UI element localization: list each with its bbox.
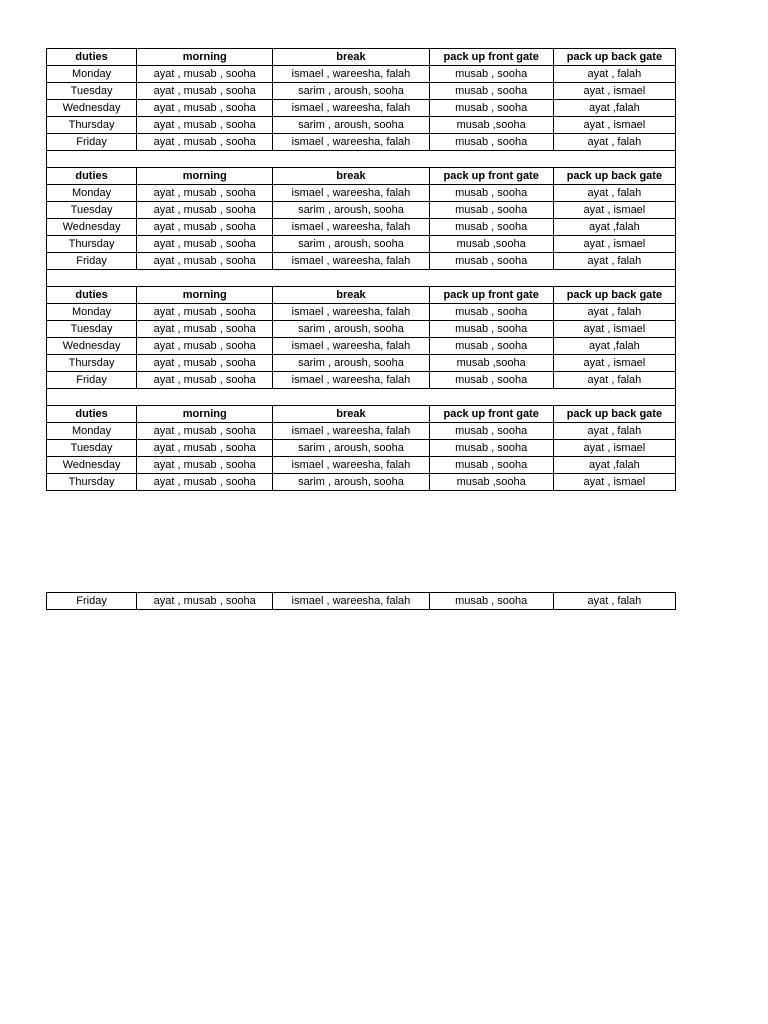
assignment-cell: ayat , musab , sooha xyxy=(137,593,273,610)
column-header: pack up front gate xyxy=(429,406,553,423)
column-header: duties xyxy=(47,168,137,185)
block-separator-row xyxy=(47,151,676,168)
assignment-cell: sarim , aroush, sooha xyxy=(273,321,429,338)
assignment-cell: musab , sooha xyxy=(429,100,553,117)
day-cell: Tuesday xyxy=(47,83,137,100)
table-row xyxy=(47,304,676,321)
assignment-cell: musab , sooha xyxy=(429,440,553,457)
assignment-cell: ayat , musab , sooha xyxy=(137,304,273,321)
assignment-cell: ayat , ismael xyxy=(553,321,675,338)
assignment-cell: ismael , wareesha, falah xyxy=(273,372,429,389)
column-header: break xyxy=(273,49,429,66)
empty-cell xyxy=(47,389,676,406)
table-row xyxy=(47,83,676,100)
assignment-cell: sarim , aroush, sooha xyxy=(273,474,429,491)
assignment-cell: ayat , musab , sooha xyxy=(137,100,273,117)
column-header: pack up back gate xyxy=(553,168,675,185)
assignment-cell: musab , sooha xyxy=(429,134,553,151)
table-row xyxy=(47,593,676,610)
table-row xyxy=(47,338,676,355)
assignment-cell: musab , sooha xyxy=(429,457,553,474)
assignment-cell: musab , sooha xyxy=(429,66,553,83)
day-cell: Thursday xyxy=(47,355,137,372)
duty-roster-overflow-table xyxy=(46,592,676,610)
assignment-cell: ayat , musab , sooha xyxy=(137,321,273,338)
assignment-cell: ayat ,falah xyxy=(553,219,675,236)
assignment-cell: ayat , musab , sooha xyxy=(137,185,273,202)
empty-cell xyxy=(47,270,676,287)
assignment-cell: ayat , musab , sooha xyxy=(137,372,273,389)
column-header: break xyxy=(273,406,429,423)
empty-cell xyxy=(47,151,676,168)
assignment-cell: ayat , musab , sooha xyxy=(137,338,273,355)
table-row xyxy=(47,66,676,83)
assignment-cell: musab , sooha xyxy=(429,202,553,219)
roster-body xyxy=(47,49,676,491)
day-cell: Wednesday xyxy=(47,338,137,355)
assignment-cell: sarim , aroush, sooha xyxy=(273,355,429,372)
assignment-cell: sarim , aroush, sooha xyxy=(273,83,429,100)
table-row xyxy=(47,117,676,134)
assignment-cell: musab ,sooha xyxy=(429,236,553,253)
column-header: pack up back gate xyxy=(553,49,675,66)
assignment-cell: musab , sooha xyxy=(429,423,553,440)
block-separator-row xyxy=(47,270,676,287)
day-cell: Tuesday xyxy=(47,321,137,338)
assignment-cell: ayat , musab , sooha xyxy=(137,440,273,457)
table-row xyxy=(47,185,676,202)
assignment-cell: musab , sooha xyxy=(429,304,553,321)
day-cell: Monday xyxy=(47,304,137,321)
day-cell: Wednesday xyxy=(47,219,137,236)
assignment-cell: ayat , ismael xyxy=(553,83,675,100)
assignment-cell: ayat , ismael xyxy=(553,355,675,372)
assignment-cell: ayat , falah xyxy=(553,423,675,440)
assignment-cell: ayat , musab , sooha xyxy=(137,202,273,219)
assignment-cell: ayat , musab , sooha xyxy=(137,219,273,236)
day-cell: Wednesday xyxy=(47,457,137,474)
assignment-cell: ayat , musab , sooha xyxy=(137,117,273,134)
assignment-cell: ismael , wareesha, falah xyxy=(273,185,429,202)
assignment-cell: musab ,sooha xyxy=(429,117,553,134)
column-header: morning xyxy=(137,168,273,185)
column-header: pack up front gate xyxy=(429,168,553,185)
assignment-cell: ismael , wareesha, falah xyxy=(273,66,429,83)
assignment-cell: ayat , falah xyxy=(553,66,675,83)
column-header: pack up back gate xyxy=(553,287,675,304)
assignment-cell: ayat ,falah xyxy=(553,457,675,474)
assignment-cell: musab , sooha xyxy=(429,185,553,202)
assignment-cell: ayat ,falah xyxy=(553,338,675,355)
assignment-cell: ayat , musab , sooha xyxy=(137,236,273,253)
table-row xyxy=(47,474,676,491)
table-row xyxy=(47,440,676,457)
assignment-cell: ayat , musab , sooha xyxy=(137,253,273,270)
day-cell: Wednesday xyxy=(47,100,137,117)
assignment-cell: ayat , musab , sooha xyxy=(137,66,273,83)
assignment-cell: ayat , ismael xyxy=(553,474,675,491)
day-cell: Friday xyxy=(47,134,137,151)
header-row xyxy=(47,168,676,185)
assignment-cell: sarim , aroush, sooha xyxy=(273,117,429,134)
assignment-cell: ismael , wareesha, falah xyxy=(273,304,429,321)
column-header: morning xyxy=(137,287,273,304)
assignment-cell: ayat , falah xyxy=(553,304,675,321)
day-cell: Friday xyxy=(47,253,137,270)
day-cell: Friday xyxy=(47,372,137,389)
table-row xyxy=(47,134,676,151)
assignment-cell: ismael , wareesha, falah xyxy=(273,338,429,355)
column-header: pack up back gate xyxy=(553,406,675,423)
block-separator-row xyxy=(47,389,676,406)
assignment-cell: ayat , falah xyxy=(553,185,675,202)
assignment-cell: musab , sooha xyxy=(429,321,553,338)
assignment-cell: sarim , aroush, sooha xyxy=(273,440,429,457)
day-cell: Monday xyxy=(47,185,137,202)
table-row xyxy=(47,100,676,117)
day-cell: Monday xyxy=(47,66,137,83)
assignment-cell: ismael , wareesha, falah xyxy=(273,593,429,610)
day-cell: Thursday xyxy=(47,236,137,253)
assignment-cell: ayat , musab , sooha xyxy=(137,355,273,372)
assignment-cell: ayat , ismael xyxy=(553,440,675,457)
assignment-cell: ismael , wareesha, falah xyxy=(273,423,429,440)
table-row xyxy=(47,219,676,236)
assignment-cell: musab , sooha xyxy=(429,253,553,270)
assignment-cell: musab ,sooha xyxy=(429,355,553,372)
assignment-cell: musab , sooha xyxy=(429,338,553,355)
assignment-cell: ismael , wareesha, falah xyxy=(273,134,429,151)
assignment-cell: ayat , musab , sooha xyxy=(137,474,273,491)
assignment-cell: ayat , ismael xyxy=(553,202,675,219)
column-header: morning xyxy=(137,49,273,66)
table-row xyxy=(47,355,676,372)
assignment-cell: ismael , wareesha, falah xyxy=(273,457,429,474)
assignment-cell: ayat , falah xyxy=(553,134,675,151)
assignment-cell: ayat , falah xyxy=(553,372,675,389)
day-cell: Friday xyxy=(47,593,137,610)
column-header: break xyxy=(273,168,429,185)
day-cell: Thursday xyxy=(47,117,137,134)
assignment-cell: ayat , musab , sooha xyxy=(137,134,273,151)
assignment-cell: musab , sooha xyxy=(429,219,553,236)
table-row xyxy=(47,236,676,253)
table-row xyxy=(47,253,676,270)
table-row xyxy=(47,202,676,219)
assignment-cell: ayat , ismael xyxy=(553,236,675,253)
column-header: duties xyxy=(47,287,137,304)
assignment-cell: ayat , falah xyxy=(553,253,675,270)
column-header: duties xyxy=(47,49,137,66)
table-row xyxy=(47,457,676,474)
assignment-cell: musab , sooha xyxy=(429,593,553,610)
column-header: pack up front gate xyxy=(429,49,553,66)
column-header: morning xyxy=(137,406,273,423)
assignment-cell: ayat , musab , sooha xyxy=(137,83,273,100)
assignment-cell: sarim , aroush, sooha xyxy=(273,202,429,219)
assignment-cell: ayat , musab , sooha xyxy=(137,423,273,440)
assignment-cell: ayat , ismael xyxy=(553,117,675,134)
day-cell: Monday xyxy=(47,423,137,440)
column-header: break xyxy=(273,287,429,304)
assignment-cell: musab , sooha xyxy=(429,372,553,389)
column-header: pack up front gate xyxy=(429,287,553,304)
table-row xyxy=(47,321,676,338)
duty-roster-table xyxy=(46,48,676,491)
assignment-cell: ayat , falah xyxy=(553,593,675,610)
assignment-cell: ayat , musab , sooha xyxy=(137,457,273,474)
assignment-cell: ayat ,falah xyxy=(553,100,675,117)
assignment-cell: musab ,sooha xyxy=(429,474,553,491)
day-cell: Tuesday xyxy=(47,202,137,219)
table-row xyxy=(47,423,676,440)
header-row xyxy=(47,406,676,423)
assignment-cell: musab , sooha xyxy=(429,83,553,100)
header-row xyxy=(47,49,676,66)
assignment-cell: ismael , wareesha, falah xyxy=(273,219,429,236)
assignment-cell: ismael , wareesha, falah xyxy=(273,100,429,117)
header-row xyxy=(47,287,676,304)
overflow-body xyxy=(47,593,676,610)
column-header: duties xyxy=(47,406,137,423)
table-row xyxy=(47,372,676,389)
day-cell: Thursday xyxy=(47,474,137,491)
assignment-cell: sarim , aroush, sooha xyxy=(273,236,429,253)
day-cell: Tuesday xyxy=(47,440,137,457)
assignment-cell: ismael , wareesha, falah xyxy=(273,253,429,270)
